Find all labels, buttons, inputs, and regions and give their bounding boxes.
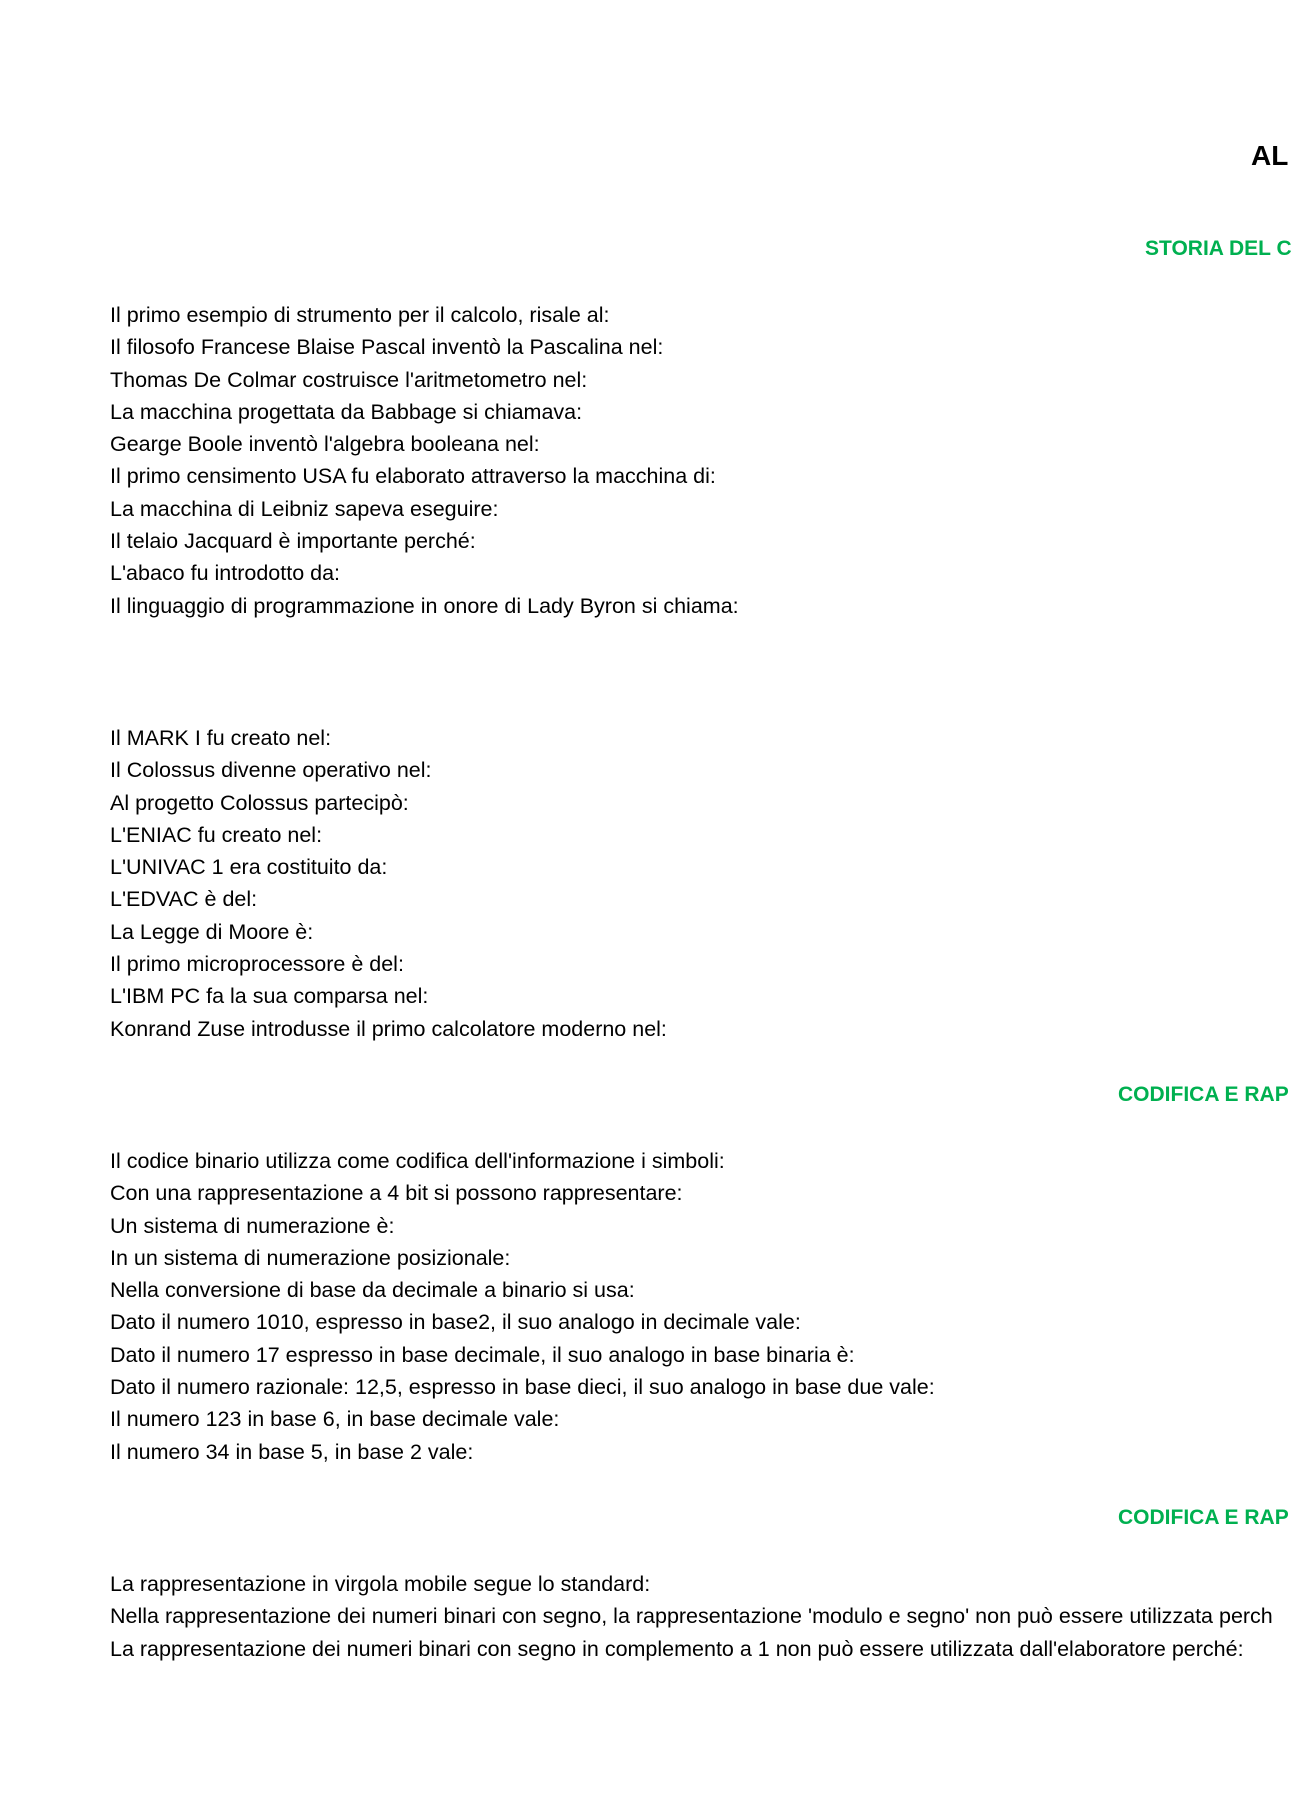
question-item: La Legge di Moore è: <box>110 919 314 944</box>
section-heading-codifica-1: CODIFICA E RAP <box>1118 1083 1289 1106</box>
question-item: Konrand Zuse introdusse il primo calcolatore moderno nel: <box>110 1016 667 1041</box>
question-item: La rappresentazione dei numeri binari con segno in complemento a 1 non può essere utilizzata dall'elaboratore perché: <box>110 1636 1244 1661</box>
question-item: Il linguaggio di programmazione in onore di Lady Byron si chiama: <box>110 593 739 618</box>
question-item: Il primo esempio di strumento per il calcolo, risale al: <box>110 303 610 327</box>
question-item: In un sistema di numerazione posizionale: <box>110 1245 511 1270</box>
question-item: Il codice binario utilizza come codifica dell'informazione i simboli: <box>110 1149 725 1173</box>
question-item: L'ENIAC fu creato nel: <box>110 822 323 847</box>
section-heading-codifica-2: CODIFICA E RAP <box>1118 1506 1289 1529</box>
question-item: Nella conversione di base da decimale a binario si usa: <box>110 1278 635 1303</box>
question-list-storia-1 <box>110 299 739 622</box>
question-item: Dato il numero 1010, espresso in base2, il suo analogo in decimale vale: <box>110 1310 801 1335</box>
question-item: La macchina progettata da Babbage si chiamava: <box>110 399 583 424</box>
question-item: Il MARK I fu creato nel: <box>110 726 332 750</box>
question-item: Gearge Boole inventò l'algebra booleana nel: <box>110 432 540 457</box>
question-item: Nella rappresentazione dei numeri binari con segno, la rappresentazione 'modulo e segno' non può essere utilizzata perch <box>110 1604 1273 1629</box>
document-title: AL <box>1251 140 1289 171</box>
question-item: Dato il numero 17 espresso in base decimale, il suo analogo in base binaria è: <box>110 1342 855 1367</box>
question-list-codifica-2 <box>110 1568 1273 1665</box>
question-item: L'EDVAC è del: <box>110 887 258 912</box>
question-item: L'IBM PC fa la sua comparsa nel: <box>110 984 429 1009</box>
question-item: La macchina di Leibniz sapeva eseguire: <box>110 496 499 521</box>
question-item: Il numero 123 in base 6, in base decimale vale: <box>110 1407 560 1432</box>
question-item: L'abaco fu introdotto da: <box>110 561 341 586</box>
question-item: Il numero 34 in base 5, in base 2 vale: <box>110 1439 474 1464</box>
question-item: Al progetto Colossus partecipò: <box>110 790 409 815</box>
question-item: Il Colossus divenne operativo nel: <box>110 758 432 783</box>
question-item: Il telaio Jacquard è importante perché: <box>110 529 476 554</box>
question-item: Con una rappresentazione a 4 bit si possono rappresentare: <box>110 1181 683 1206</box>
section-heading-storia: STORIA DEL C <box>1145 237 1292 260</box>
question-item: Dato il numero razionale: 12,5, espresso in base dieci, il suo analogo in base due vale: <box>110 1375 935 1400</box>
question-item: Thomas De Colmar costruisce l'aritmetometro nel: <box>110 367 588 392</box>
question-item: Il primo censimento USA fu elaborato attraverso la macchina di: <box>110 464 716 489</box>
question-item: La rappresentazione in virgola mobile segue lo standard: <box>110 1572 651 1596</box>
question-list-storia-2 <box>110 722 667 1045</box>
question-item: Il filosofo Francese Blaise Pascal inventò la Pascalina nel: <box>110 335 664 360</box>
question-item: Il primo microprocessore è del: <box>110 952 404 977</box>
question-item: Un sistema di numerazione è: <box>110 1213 395 1238</box>
question-item: L'UNIVAC 1 era costituito da: <box>110 855 388 880</box>
question-list-codifica-1 <box>110 1145 935 1468</box>
